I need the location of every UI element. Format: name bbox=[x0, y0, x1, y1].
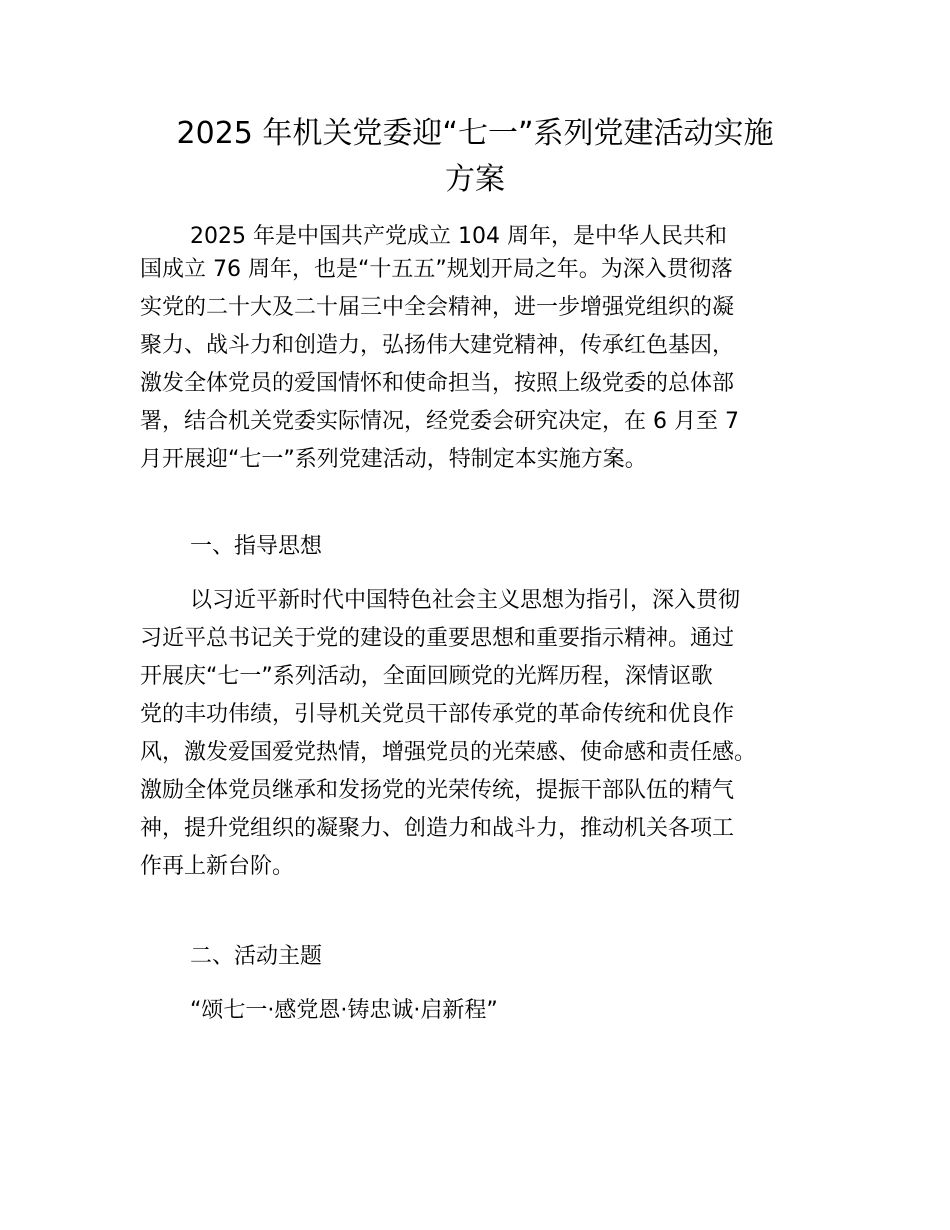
intro-paragraph-line: 2025 年是中国共产党成立 104 周年，是中华人民共和 bbox=[190, 224, 727, 249]
guiding-thought-paragraph-line: 激励全体党员继承和发扬党的光荣传统，提振干部队伍的精气 bbox=[140, 778, 735, 803]
guiding-thought-paragraph-line: 神，提升党组织的凝聚力、创造力和战斗力，推动机关各项工 bbox=[140, 816, 735, 841]
guiding-thought-paragraph-line: 作再上新台阶。 bbox=[140, 854, 295, 879]
intro-paragraph-line: 激发全体党员的爱国情怀和使命担当，按照上级党委的总体部 bbox=[140, 371, 735, 396]
activity-theme-text: “颂七一·感党恩·铸忠诚·启新程” bbox=[190, 998, 498, 1023]
guiding-thought-paragraph-line: 开展庆“七一”系列活动，全面回顾党的光辉历程，深情讴歌 bbox=[140, 664, 713, 689]
document-title-line-2: 方案 bbox=[445, 162, 505, 197]
section-heading-guiding-thought: 一、指导思想 bbox=[190, 534, 323, 559]
intro-paragraph-line: 国成立 76 周年，也是“十五五”规划开局之年。为深入贯彻落 bbox=[140, 257, 733, 282]
guiding-thought-paragraph-line: 风，激发爱国爱党热情，增强党员的光荣感、使命感和责任感。 bbox=[140, 740, 757, 765]
intro-paragraph-line: 聚力、战斗力和创造力，弘扬伟大建党精神，传承红色基因， bbox=[140, 333, 735, 358]
intro-paragraph-line: 月开展迎“七一”系列党建活动，特制定本实施方案。 bbox=[140, 447, 647, 472]
intro-paragraph-line: 实党的二十大及二十届三中全会精神，进一步增强党组织的凝 bbox=[140, 295, 735, 320]
guiding-thought-paragraph-line: 党的丰功伟绩，引导机关党员干部传承党的革命传统和优良作 bbox=[140, 702, 735, 727]
guiding-thought-paragraph-line: 习近平总书记关于党的建设的重要思想和重要指示精神。通过 bbox=[140, 626, 735, 651]
document-title-line-1: 2025 年机关党委迎“七一”系列党建活动实施 bbox=[176, 116, 774, 151]
guiding-thought-paragraph-line: 以习近平新时代中国特色社会主义思想为指引，深入贯彻 bbox=[190, 588, 741, 613]
section-heading-activity-theme: 二、活动主题 bbox=[190, 944, 323, 969]
intro-paragraph-line: 署，结合机关党委实际情况，经党委会研究决定，在 6 月至 7 bbox=[140, 409, 739, 434]
